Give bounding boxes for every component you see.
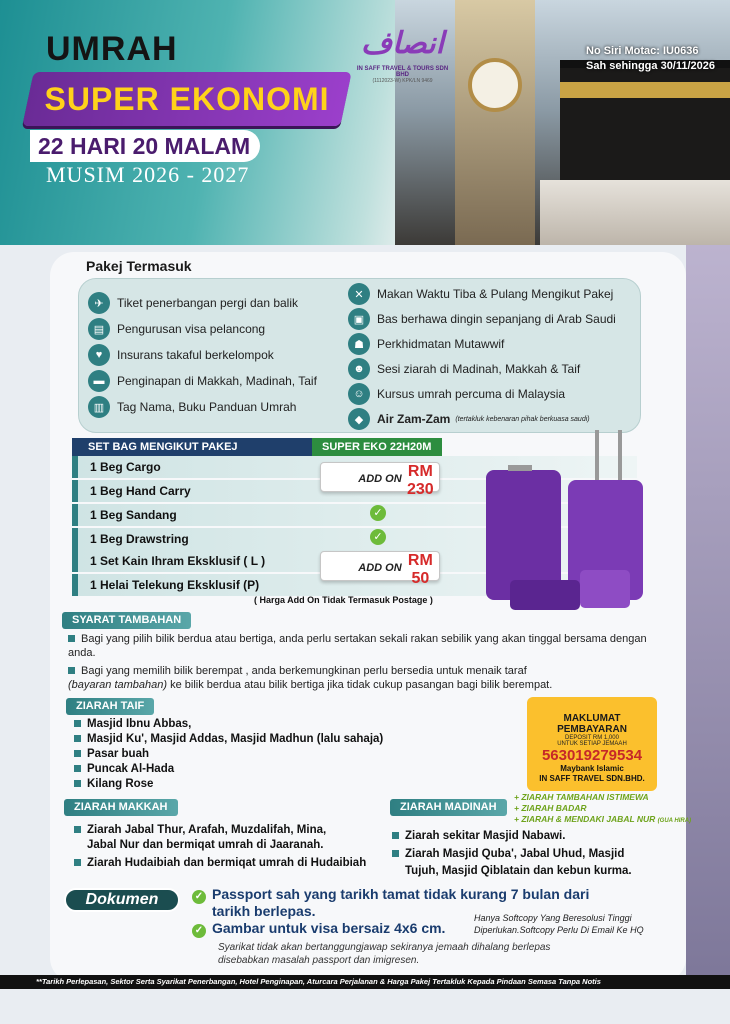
extra-ziarah: + ZIARAH & MENDAKI JABAL NUR (GUA HIRA) [514,814,692,824]
logo-name: IN SAFF TRAVEL & TOURS SDN BHD [356,66,449,78]
check-icon: ✓ [370,505,386,521]
passport-icon: ▤ [88,318,110,340]
addon-note: ( Harga Add On Tidak Termasuk Postage ) [254,595,433,605]
payment-info-box: MAKLUMAT PEMBAYARAN DEPOSIT RM 1,000 UNTUK SETIAP JEMAAH 563019279534 Maybank Islamic IN SAFF TRAVEL SDN.BHD. [527,697,657,791]
group-icon: ☻ [348,358,370,380]
clock-tower [455,0,535,245]
logo-reg: (1112023-W) KPK/LN 9469 [372,78,433,84]
disclaimer: Syarikat tidak akan bertanggungjawap sekiranya jemaah dihalang berlepas disebabkan masalah passport dan imigresen. [218,942,551,966]
dokumen-item: ✓ Gambar untuk visa bersaiz 4x6 cm. [192,920,445,938]
included-item: ♥ Insurans takaful berkelompok [88,344,274,366]
heart-shield-icon: ♥ [88,344,110,366]
duration: 22 HARI 20 MALAM [30,130,260,162]
check-icon: ✓ [370,529,386,545]
included-item: ✈ Tiket penerbangan pergi dan balik [88,292,298,314]
kaaba [560,60,730,180]
included-item: ☻ Sesi ziarah di Madinah, Makkah & Taif [348,358,580,380]
clock-icon [468,58,522,112]
taif-item: Masjid Ibnu Abbas, [74,718,191,730]
syarat-title: SYARAT TAMBAHAN [62,612,191,629]
included-item: ▣ Bas berhawa dingin sepanjang di Arab Saudi [348,308,616,330]
extra-ziarah: + ZIARAH BADAR [514,803,587,813]
bag-row: 1 Helai Telekung Eksklusif (P) [72,574,637,596]
included-item: ☺ Kursus umrah percuma di Malaysia [348,383,565,405]
guide-icon: ☗ [348,333,370,355]
included-title: Pakej Termasuk [86,258,192,274]
bullet-icon [68,667,75,674]
dokumen-item-cont: tarikh berlepas. [212,903,316,919]
included-item: ☗ Perkhidmatan Mutawwif [348,333,504,355]
crowd [540,180,730,245]
makkah-title: ZIARAH MAKKAH [64,799,178,816]
logo-mark: انصاف [361,27,444,60]
footer-note: **Tarikh Perlepasan, Sektor Serta Syarikat Penerbangan, Hotel Penginapan, Aturcara Perjalanan & Harga Pakej Tertakluk Kepada Pindaan Semasa Tanpa Notis [0,975,730,989]
user-icon: ☺ [348,383,370,405]
season: MUSIM 2026 - 2027 [46,162,250,187]
bullet-icon [68,635,75,642]
makkah-item-cont: Jabal Nur dan bermiqat umrah di Jaaranah. [87,839,324,851]
plane-icon: ✈ [88,292,110,314]
taif-item: Puncak Al-Hada [74,763,174,775]
bus-icon: ▣ [348,308,370,330]
water-icon: ◆ [348,408,370,430]
softcopy-note: Hanya Softcopy Yang Beresolusi Tinggi Diperlukan.Softcopy Perlu Di Email Ke HQ [474,913,644,935]
bag-row: 1 Beg Cargo [72,456,637,478]
check-icon: ✓ [192,890,206,904]
bag-row: 1 Beg Drawstring [72,528,637,550]
included-item: ▬ Penginapan di Makkah, Madinah, Taif [88,370,317,392]
dokumen-item: ✓ Passport sah yang tarikh tamat tidak kurang 7 bulan dari [192,886,589,904]
luggage-set-image [480,430,650,610]
addon-price-cargo: ADD ON RM 230 [320,462,440,492]
bed-icon: ▬ [88,370,110,392]
addon-price-ihram: ADD ON RM 50 [320,551,440,581]
taif-item: Masjid Ku', Masjid Addas, Masjid Madhun (lalu sahaja) [74,733,383,745]
hero-banner [0,0,730,245]
syarat-item: Bagi yang pilih bilik berdua atau bertiga, anda perlu sertakan sekali rakan sebilik yang akan tinggal bersama dengan anda. [68,633,647,659]
taif-item: Pasar buah [74,748,149,760]
bag-row: 1 Beg Hand Carry [72,480,637,502]
kaaba-band [560,82,730,98]
company-logo [355,24,450,94]
bag-table-header: SET BAG MENGIKUT PAKEJ [72,438,312,456]
bag-row: 1 Set Kain Ihram Eksklusif ( L ) [72,550,637,572]
bag-table-col-header: SUPER EKO 22H20M [312,438,442,456]
included-item: ▥ Tag Nama, Buku Panduan Umrah [88,396,296,418]
taif-item: Kilang Rose [74,778,153,790]
included-item: ◆ Air Zam-Zam (tertakluk kebenaran pihak berkuasa saudi) [348,408,590,430]
syarat-item: Bagi yang memilih bilik berempat , anda berkemungkinan perlu bersedia untuk menaik taraf (bayaran tambahan) ke bilik berdua atau bilik bertiga jika tidak cukup pasangan bagi bilik berempat. [68,665,553,691]
bag-row: 1 Beg Sandang [72,504,637,526]
check-icon: ✓ [192,924,206,938]
extra-ziarah: + ZIARAH TAMBAHAN ISTIMEWA [514,792,649,802]
motac-info: No Siri Motac: IU0636 Sah sehingga 30/11/2026 [586,45,716,72]
madinah-title: ZIARAH MADINAH [390,799,507,816]
title-super-ekonomi: SUPER EKONOMI [22,72,351,126]
included-item: ✕ Makan Waktu Tiba & Pulang Mengikut Pakej [348,283,613,305]
side-decoration [686,245,730,985]
title-umrah: UMRAH [46,30,178,68]
makkah-item: Ziarah Hudaibiah dan bermiqat umrah di Hudaibiah [74,857,366,869]
cutlery-icon: ✕ [348,283,370,305]
madinah-item: Ziarah sekitar Masjid Nabawi. [392,830,565,842]
dokumen-title: Dokumen [64,888,180,912]
madinah-item: Ziarah Masjid Quba', Jabal Uhud, Masjid [392,848,624,860]
taif-title: ZIARAH TAIF [66,698,154,715]
makkah-item: Ziarah Jabal Thur, Arafah, Muzdalifah, Mina, [74,824,326,836]
madinah-item-cont: Tujuh, Masjid Qiblatain dan kebun kurma. [405,865,632,877]
book-icon: ▥ [88,396,110,418]
included-item: ▤ Pengurusan visa pelancong [88,318,265,340]
account-number: 563019279534 [541,747,643,764]
